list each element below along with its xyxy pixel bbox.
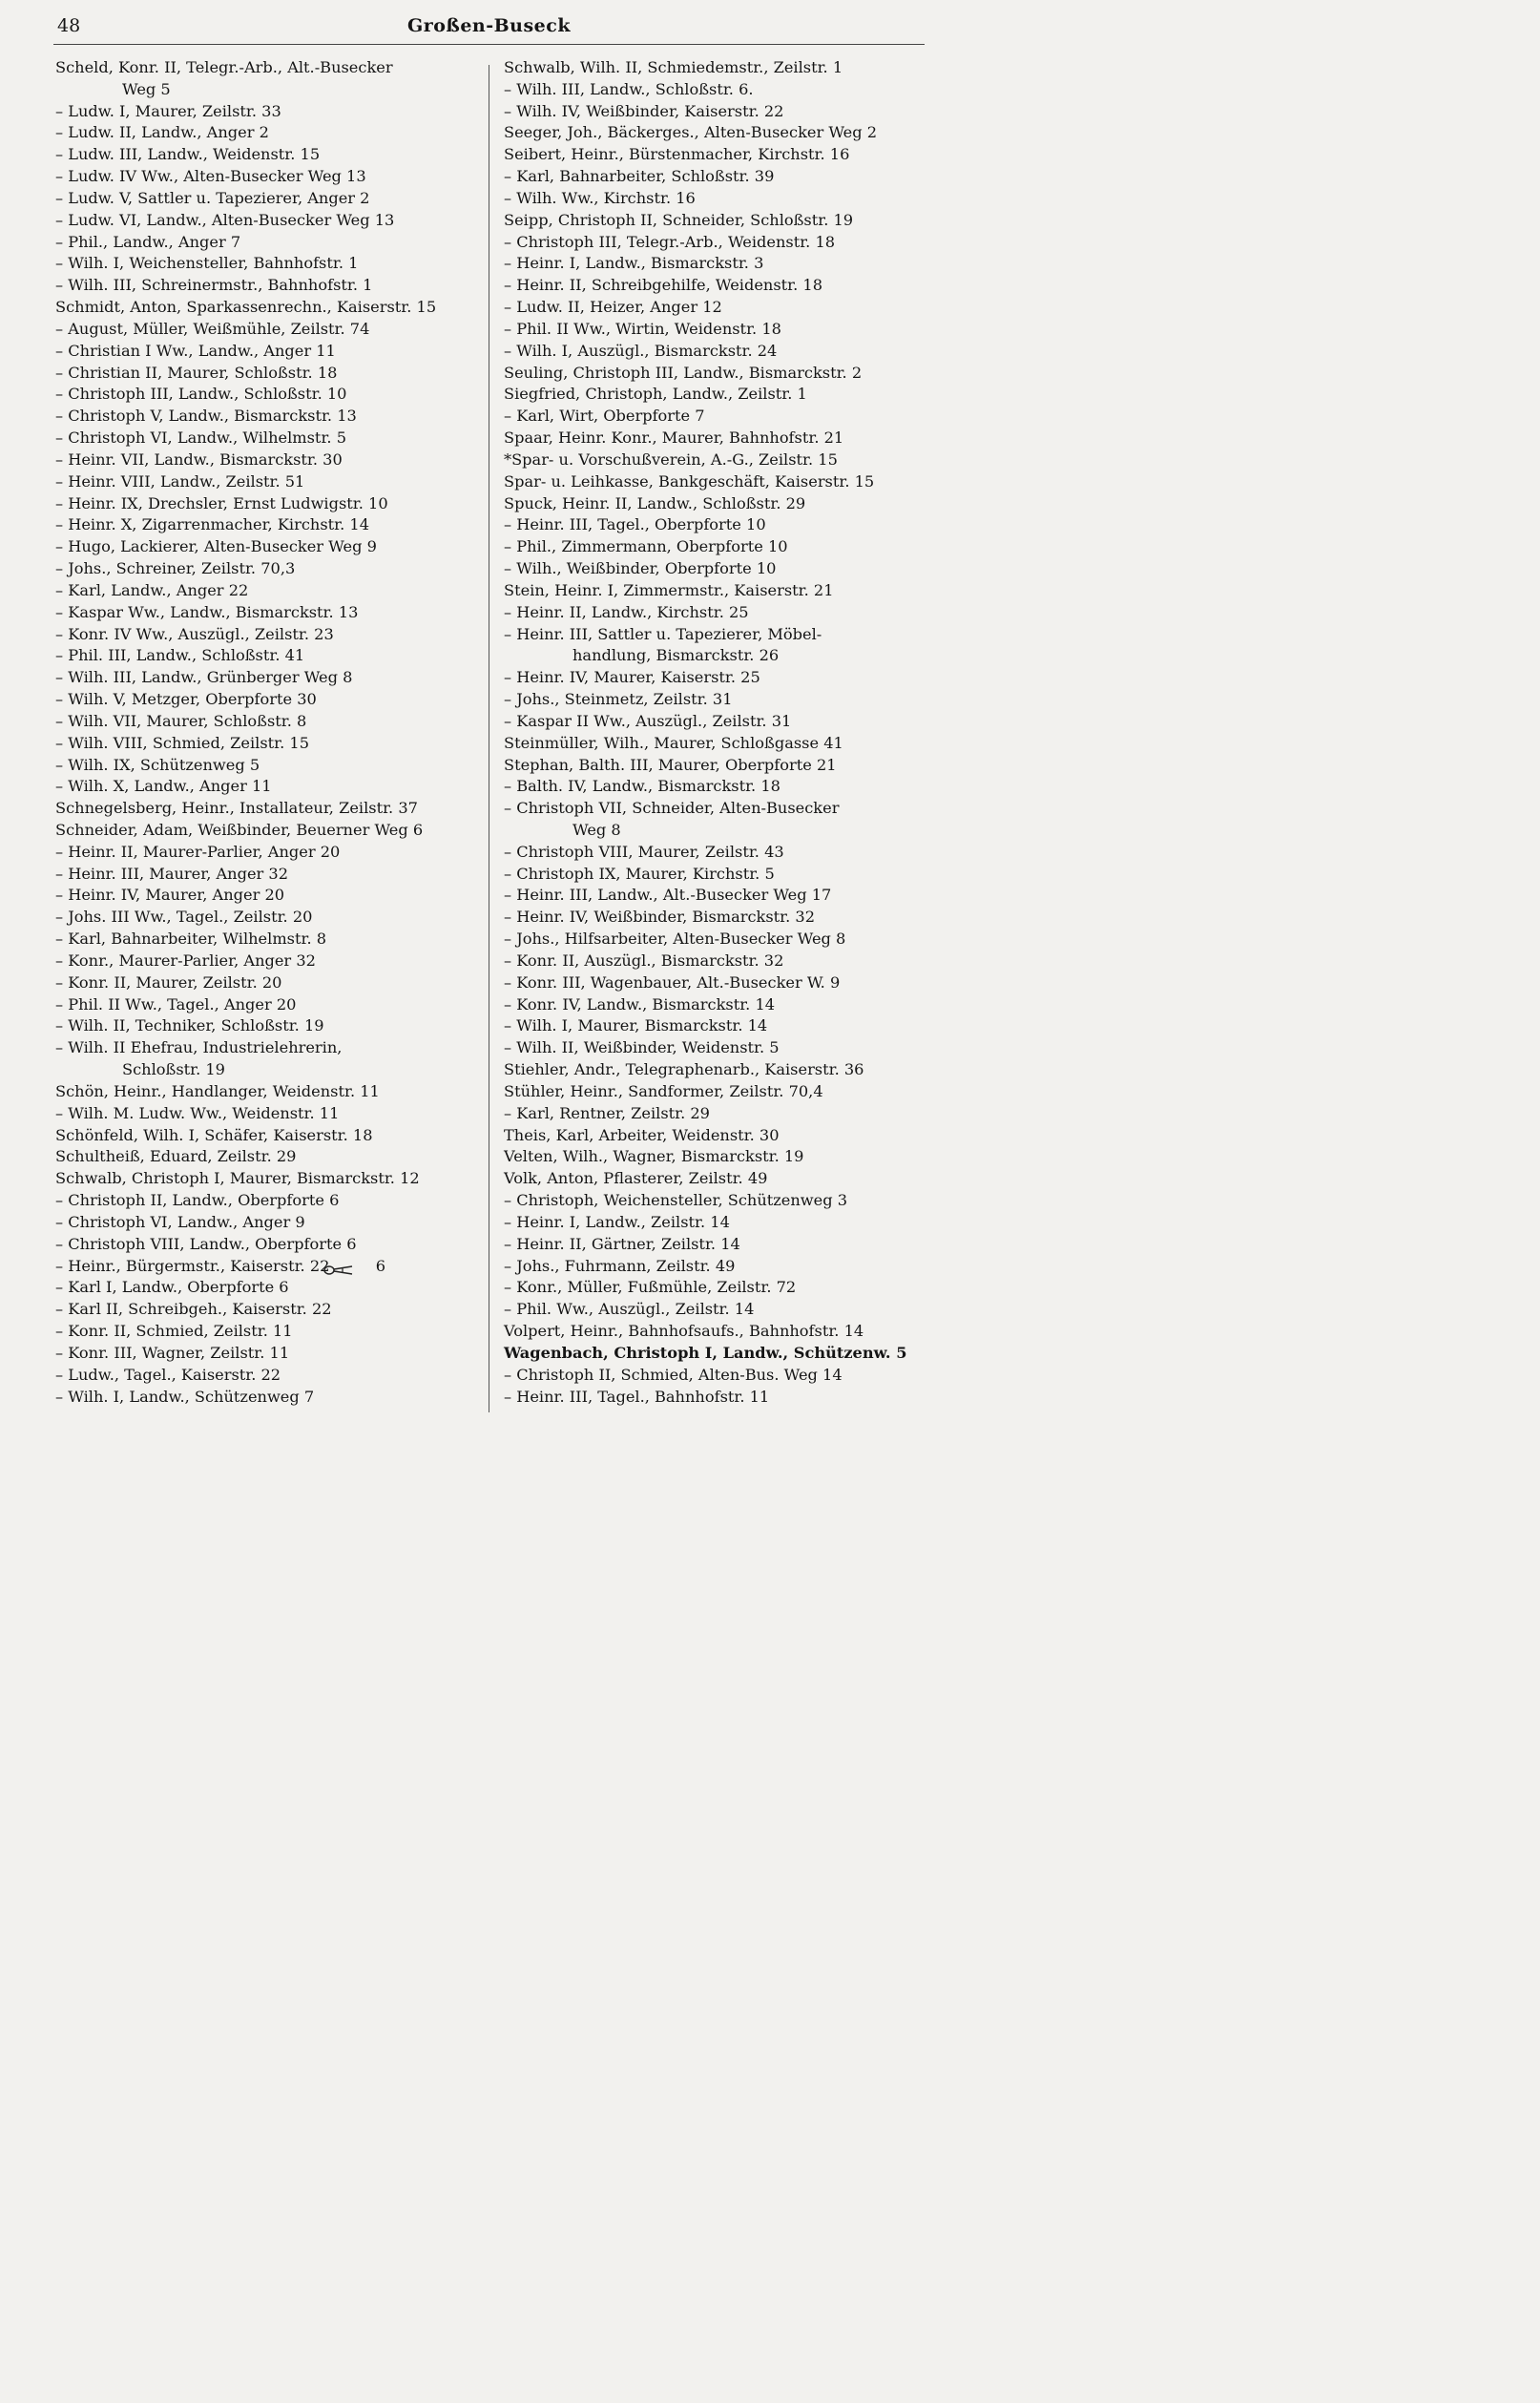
directory-entry [55,798,477,820]
directory-entry [504,776,929,798]
entry-text: Volk, Anton, Pflasterer, Zeilstr. 49 [504,1169,768,1188]
page-number: 48 [57,15,81,36]
directory-entry [504,994,929,1016]
entry-text: – Hugo, Lackierer, Alten-Busecker Weg 9 [55,537,377,556]
directory-entry [55,1256,477,1278]
directory-entry [504,1321,929,1343]
entry-text: – Ludw. III, Landw., Weidenstr. 15 [55,145,321,164]
directory-entry [55,1037,477,1059]
directory-entry [504,428,929,449]
directory-entry [504,733,929,755]
directory-entry [55,341,477,363]
directory-entry [504,798,929,820]
entry-text: – Konr. IV Ww., Auszügl., Zeilstr. 23 [55,624,334,643]
directory-entry [55,842,477,864]
directory-entry [504,1125,929,1147]
entry-text: – Ludw., Tagel., Kaiserstr. 22 [55,1365,281,1384]
directory-entry [504,1037,929,1059]
directory-entry [55,602,477,624]
directory-entry [55,232,477,254]
directory-entry [504,951,929,972]
directory-entry [55,1103,477,1125]
entry-text: – Phil. Ww., Auszügl., Zeilstr. 14 [504,1300,755,1319]
directory-entry [55,1299,477,1321]
directory-entry [504,645,929,667]
entry-text: – Christian I Ww., Landw., Anger 11 [55,341,336,360]
directory-entry [55,1125,477,1147]
entry-text: Weg 8 [572,820,621,839]
entry-text: – Christoph V, Landw., Bismarckstr. 13 [55,407,357,426]
directory-entry [55,689,477,711]
running-title: Großen-Buseck [406,15,572,36]
entry-text: – Wilh. II, Techniker, Schloßstr. 19 [55,1016,324,1035]
directory-entry [55,733,477,755]
entry-text: – Heinr. II, Gärtner, Zeilstr. 14 [504,1234,740,1253]
entry-text: – Karl, Rentner, Zeilstr. 29 [504,1103,710,1122]
directory-entry [504,972,929,994]
directory-entry [55,1212,477,1234]
entry-text: – Wilh. II Ehefrau, Industrielehrerin, [55,1038,343,1057]
entry-text: – Karl, Bahnarbeiter, Schloßstr. 39 [504,167,775,186]
entry-text: – Karl, Bahnarbeiter, Wilhelmstr. 8 [55,930,327,949]
directory-entry [55,972,477,994]
entry-text: – Kaspar II Ww., Auszügl., Zeilstr. 31 [504,711,792,730]
directory-entry [504,842,929,864]
entry-text: – Ludw. II, Heizer, Anger 12 [504,298,722,317]
directory-entry [504,232,929,254]
directory-entry [55,471,477,493]
entry-text: – Wilh., Weißbinder, Oberpforte 10 [504,559,777,578]
directory-entry [504,449,929,471]
directory-entry [504,297,929,319]
entry-text: – Heinr. II, Maurer-Parlier, Anger 20 [55,842,341,861]
entry-text: Schneider, Adam, Weißbinder, Beuerner Weg 6 [55,820,424,839]
entry-text: – Heinr. X, Zigarrenmacher, Kirchstr. 14 [55,515,370,534]
directory-entry [504,188,929,210]
entry-text: – Heinr. III, Maurer, Anger 32 [55,864,289,883]
directory-entry [504,624,929,646]
entry-text: – Balth. IV, Landw., Bismarckstr. 18 [504,777,780,796]
entry-text: – Johs., Fuhrmann, Zeilstr. 49 [504,1256,736,1275]
directory-entry [504,101,929,123]
right-column [504,57,929,1408]
page-header [53,15,925,44]
entry-text: – Phil., Landw., Anger 7 [55,232,241,251]
directory-entry [55,319,477,341]
entry-text: Weg 5 [122,79,171,98]
directory-entry [504,907,929,929]
entry-text: Seipp, Christoph II, Schneider, Schloßstr. 19 [504,210,854,229]
directory-entry [55,864,477,886]
directory-entry [55,449,477,471]
entry-text: Spaar, Heinr. Konr., Maurer, Bahnhofstr. 21 [504,428,844,448]
entry-text: – Heinr. IX, Drechsler, Ernst Ludwigstr. 10 [55,493,388,512]
directory-entry [55,144,477,166]
directory-entry [504,1234,929,1256]
directory-entry [504,210,929,232]
entry-tail: 6 [375,1256,386,1275]
directory-entry [504,471,929,493]
directory-entry [504,406,929,428]
entry-text: *Spar- u. Vorschußverein, A.-G., Zeilstr. 15 [504,449,838,469]
directory-entry [504,166,929,188]
header-rule [53,44,925,45]
entry-text: – Heinr. IV, Weißbinder, Bismarckstr. 32 [504,908,816,927]
entry-text: Schwalb, Wilh. II, Schmiedemstr., Zeilstr. 1 [504,58,843,76]
directory-entry [504,864,929,886]
directory-entry [55,1146,477,1168]
entry-text: Stiehler, Andr., Telegraphenarb., Kaiserstr. 36 [504,1060,864,1079]
entry-text: – Konr. II, Schmied, Zeilstr. 11 [55,1322,293,1341]
directory-entry [55,1190,477,1212]
directory-entry [55,1387,477,1409]
directory-entry [504,558,929,580]
entry-text: Schloßstr. 19 [122,1060,225,1079]
directory-entry [55,1277,477,1299]
entry-text: – Heinr. III, Landw., Alt.-Busecker Weg 17 [504,886,832,905]
entry-text: – Phil., Zimmermann, Oberpforte 10 [504,537,788,556]
directory-entry [55,122,477,144]
entry-text: – Heinr. IV, Maurer, Anger 20 [55,886,285,905]
directory-entry [55,188,477,210]
entry-text: – Kaspar Ww., Landw., Bismarckstr. 13 [55,602,359,621]
directory-entry [55,101,477,123]
left-column [55,57,477,1408]
directory-entry [504,820,929,842]
entry-text: Stein, Heinr. I, Zimmermstr., Kaiserstr. 21 [504,580,834,599]
directory-entry [504,253,929,275]
directory-entry [55,514,477,536]
entry-text: – Wilh. I, Auszügl., Bismarckstr. 24 [504,341,778,360]
directory-entry [504,1103,929,1125]
directory-entry [504,1277,929,1299]
directory-entry [504,1365,929,1387]
entry-text: – Christoph II, Landw., Oberpforte 6 [55,1191,340,1210]
entry-text: – Heinr. IV, Maurer, Kaiserstr. 25 [504,668,760,687]
directory-entry [504,1015,929,1037]
directory-entry [504,363,929,385]
entry-text: Schönfeld, Wilh. I, Schäfer, Kaiserstr. 18 [55,1125,373,1144]
telephone-icon [335,1261,371,1272]
entry-text: – Wilh. III, Landw., Grünberger Weg 8 [55,668,353,687]
entry-text: – Wilh. II, Weißbinder, Weidenstr. 5 [504,1038,780,1057]
entry-text: – Karl, Landw., Anger 22 [55,580,249,599]
entry-text: handlung, Bismarckstr. 26 [572,646,780,665]
directory-entry [55,297,477,319]
entry-text: – Christoph II, Schmied, Alten-Bus. Weg 14 [504,1365,843,1384]
entry-text: – Phil. II Ww., Wirtin, Weidenstr. 18 [504,319,781,338]
entry-text: Schwalb, Christoph I, Maurer, Bismarckstr. 12 [55,1169,420,1188]
entry-text: – Heinr. VIII, Landw., Zeilstr. 51 [55,471,305,491]
entry-text: – Heinr., Bürgermstr., Kaiserstr. 22 [55,1256,330,1275]
directory-entry [504,1299,929,1321]
directory-entry [504,57,929,79]
directory-entry [55,384,477,406]
directory-entry [55,1059,477,1081]
entry-text: – Wilh. VII, Maurer, Schloßstr. 8 [55,711,307,730]
directory-entry [55,428,477,449]
directory-entry [55,645,477,667]
entry-text: Wagenbach, Christoph I, Landw., Schützenw. 5 [504,1343,907,1362]
entry-text: – Phil. II Ww., Tagel., Anger 20 [55,994,297,1013]
directory-entry [55,885,477,907]
directory-entry [55,253,477,275]
directory-entry [504,929,929,951]
entry-text: – Konr. II, Auszügl., Bismarckstr. 32 [504,951,784,970]
entry-text: – August, Müller, Weißmühle, Zeilstr. 74 [55,319,370,338]
entry-text: – Heinr. I, Landw., Bismarckstr. 3 [504,254,764,273]
directory-entry [55,1168,477,1190]
directory-entry [55,624,477,646]
directory-entry [55,166,477,188]
directory-entry [504,667,929,689]
entry-text: Siegfried, Christoph, Landw., Zeilstr. 1 [504,385,807,404]
entry-text: – Ludw. IV Ww., Alten-Busecker Weg 13 [55,167,366,186]
directory-entry [504,275,929,297]
directory-entry [504,122,929,144]
directory-entry [504,602,929,624]
entry-text: – Christian II, Maurer, Schloßstr. 18 [55,363,338,382]
directory-entry [504,689,929,711]
entry-text: Schmidt, Anton, Sparkassenrechn., Kaiserstr. 15 [55,298,437,317]
entry-text: – Heinr. III, Tagel., Oberpforte 10 [504,515,766,534]
entry-text: – Heinr. III, Sattler u. Tapezierer, Möbel- [504,624,822,643]
directory-entry [55,363,477,385]
entry-text: Stühler, Heinr., Sandformer, Zeilstr. 70,4 [504,1081,823,1100]
entry-text: Steinmüller, Wilh., Maurer, Schloßgasse 41 [504,733,843,752]
entry-text: – Christoph VI, Landw., Wilhelmstr. 5 [55,428,346,448]
directory-entry [55,907,477,929]
entry-text: – Wilh. I, Weichensteller, Bahnhofstr. 1 [55,254,359,273]
directory-entry [55,57,477,79]
entry-text: – Konr. III, Wagenbauer, Alt.-Busecker W. 9 [504,972,841,992]
directory-entry [55,406,477,428]
entry-text: – Heinr. VII, Landw., Bismarckstr. 30 [55,449,343,469]
entry-text: Stephan, Balth. III, Maurer, Oberpforte 21 [504,755,837,774]
entry-text: Volpert, Heinr., Bahnhofsaufs., Bahnhofstr. 14 [504,1322,864,1341]
directory-entry [55,929,477,951]
directory-entry [55,1321,477,1343]
entry-text: Schultheiß, Eduard, Zeilstr. 29 [55,1147,297,1166]
entry-text: – Karl, Wirt, Oberpforte 7 [504,407,705,426]
entry-text: – Karl II, Schreibgeh., Kaiserstr. 22 [55,1300,332,1319]
directory-entry [504,144,929,166]
entry-text: – Wilh. III, Landw., Schloßstr. 6. [504,79,754,98]
directory-entry [504,1212,929,1234]
entry-text: – Ludw. VI, Landw., Alten-Busecker Weg 13 [55,210,395,229]
directory-entry [55,210,477,232]
directory-entry [504,384,929,406]
directory-entry [504,1081,929,1103]
directory-entry [55,79,477,101]
directory-entry [55,776,477,798]
entry-text: – Christoph III, Landw., Schloßstr. 10 [55,385,347,404]
entry-text: Scheld, Konr. II, Telegr.-Arb., Alt.-Busecker [55,58,393,76]
directory-entry [55,536,477,558]
directory-entry [504,493,929,515]
directory-entry [504,1343,929,1365]
entry-text: – Ludw. V, Sattler u. Tapezierer, Anger 2 [55,188,370,207]
entry-text: – Konr. II, Maurer, Zeilstr. 20 [55,972,282,992]
entry-text: – Wilh. I, Landw., Schützenweg 7 [55,1387,315,1406]
entry-text: – Christoph VIII, Landw., Oberpforte 6 [55,1234,357,1253]
directory-entry [504,1168,929,1190]
entry-text: – Wilh. Ww., Kirchstr. 16 [504,188,696,207]
entry-text: – Wilh. X, Landw., Anger 11 [55,777,272,796]
directory-entry [55,1081,477,1103]
directory-entry [504,885,929,907]
entry-text: Seuling, Christoph III, Landw., Bismarckstr. 2 [504,363,863,382]
entry-text: – Heinr. III, Tagel., Bahnhofstr. 11 [504,1387,770,1406]
entry-text: – Ludw. II, Landw., Anger 2 [55,123,269,142]
entry-text: – Wilh. III, Schreinermstr., Bahnhofstr. 1 [55,276,373,295]
directory-entry [55,580,477,602]
directory-entry [55,820,477,842]
entry-text: – Karl I, Landw., Oberpforte 6 [55,1278,289,1297]
entry-text: – Wilh. VIII, Schmied, Zeilstr. 15 [55,733,310,752]
directory-entry [504,341,929,363]
directory-entry [55,558,477,580]
entry-text: Schön, Heinr., Handlanger, Weidenstr. 11 [55,1081,380,1100]
directory-entry [55,951,477,972]
directory-entry [504,711,929,733]
entry-text: – Christoph VIII, Maurer, Zeilstr. 43 [504,842,784,861]
directory-entry [504,580,929,602]
entry-text: Spuck, Heinr. II, Landw., Schloßstr. 29 [504,493,806,512]
directory-entry [55,667,477,689]
directory-entry [504,1059,929,1081]
directory-entry [504,319,929,341]
entry-text: – Wilh. V, Metzger, Oberpforte 30 [55,690,317,709]
entry-text: – Konr. III, Wagner, Zeilstr. 11 [55,1343,290,1362]
entry-text: – Johs. III Ww., Tagel., Zeilstr. 20 [55,908,313,927]
entry-text: – Heinr. I, Landw., Zeilstr. 14 [504,1212,730,1231]
entry-text: – Christoph III, Telegr.-Arb., Weidenstr. 18 [504,232,836,251]
entry-text: – Konr. IV, Landw., Bismarckstr. 14 [504,994,776,1013]
directory-entry [504,536,929,558]
entry-text: – Christoph VII, Schneider, Alten-Busecker [504,799,840,818]
entry-text: – Wilh. IX, Schützenweg 5 [55,755,260,774]
entry-text: – Ludw. I, Maurer, Zeilstr. 33 [55,101,281,120]
directory-entry [55,1015,477,1037]
entry-text: – Johs., Hilfsarbeiter, Alten-Busecker Weg 8 [504,930,846,949]
entry-text: – Johs., Steinmetz, Zeilstr. 31 [504,690,733,709]
directory-entry [55,493,477,515]
directory-entry [504,79,929,101]
entry-text: – Christoph, Weichensteller, Schützenweg 3 [504,1191,848,1210]
directory-entry [504,514,929,536]
entry-text: Seeger, Joh., Bäckerges., Alten-Busecker Weg 2 [504,123,878,142]
directory-entry [504,1146,929,1168]
entry-text: Theis, Karl, Arbeiter, Weidenstr. 30 [504,1125,780,1144]
entry-text: Seibert, Heinr., Bürstenmacher, Kirchstr. 16 [504,145,850,164]
directory-entry [55,1234,477,1256]
entry-text: – Christoph IX, Maurer, Kirchstr. 5 [504,864,775,883]
entry-text: – Wilh. IV, Weißbinder, Kaiserstr. 22 [504,101,784,120]
entry-text: Velten, Wilh., Wagner, Bismarckstr. 19 [504,1147,804,1166]
entry-text: – Phil. III, Landw., Schloßstr. 41 [55,646,305,665]
entry-text: – Konr., Maurer-Parlier, Anger 32 [55,951,316,970]
entry-text: – Heinr. II, Landw., Kirchstr. 25 [504,602,749,621]
entry-text: Spar- u. Leihkasse, Bankgeschäft, Kaiserstr. 15 [504,471,875,491]
directory-entry [504,1256,929,1278]
entry-text: – Wilh. I, Maurer, Bismarckstr. 14 [504,1016,768,1035]
directory-entry [55,1343,477,1365]
directory-entry [504,1190,929,1212]
directory-entry [504,755,929,777]
entry-text: – Konr., Müller, Fußmühle, Zeilstr. 72 [504,1278,797,1297]
entry-text: Schnegelsberg, Heinr., Installateur, Zeilstr. 37 [55,799,418,818]
directory-entry [55,755,477,777]
directory-entry [55,994,477,1016]
entry-text: – Christoph VI, Landw., Anger 9 [55,1212,305,1231]
entry-text: – Johs., Schreiner, Zeilstr. 70,3 [55,559,296,578]
directory-entry [55,711,477,733]
directory-entry [504,1387,929,1409]
directory-entry [55,1365,477,1387]
directory-entry [55,275,477,297]
entry-text: – Wilh. M. Ludw. Ww., Weidenstr. 11 [55,1103,340,1122]
entry-text: – Heinr. II, Schreibgehilfe, Weidenstr. 18 [504,276,822,295]
